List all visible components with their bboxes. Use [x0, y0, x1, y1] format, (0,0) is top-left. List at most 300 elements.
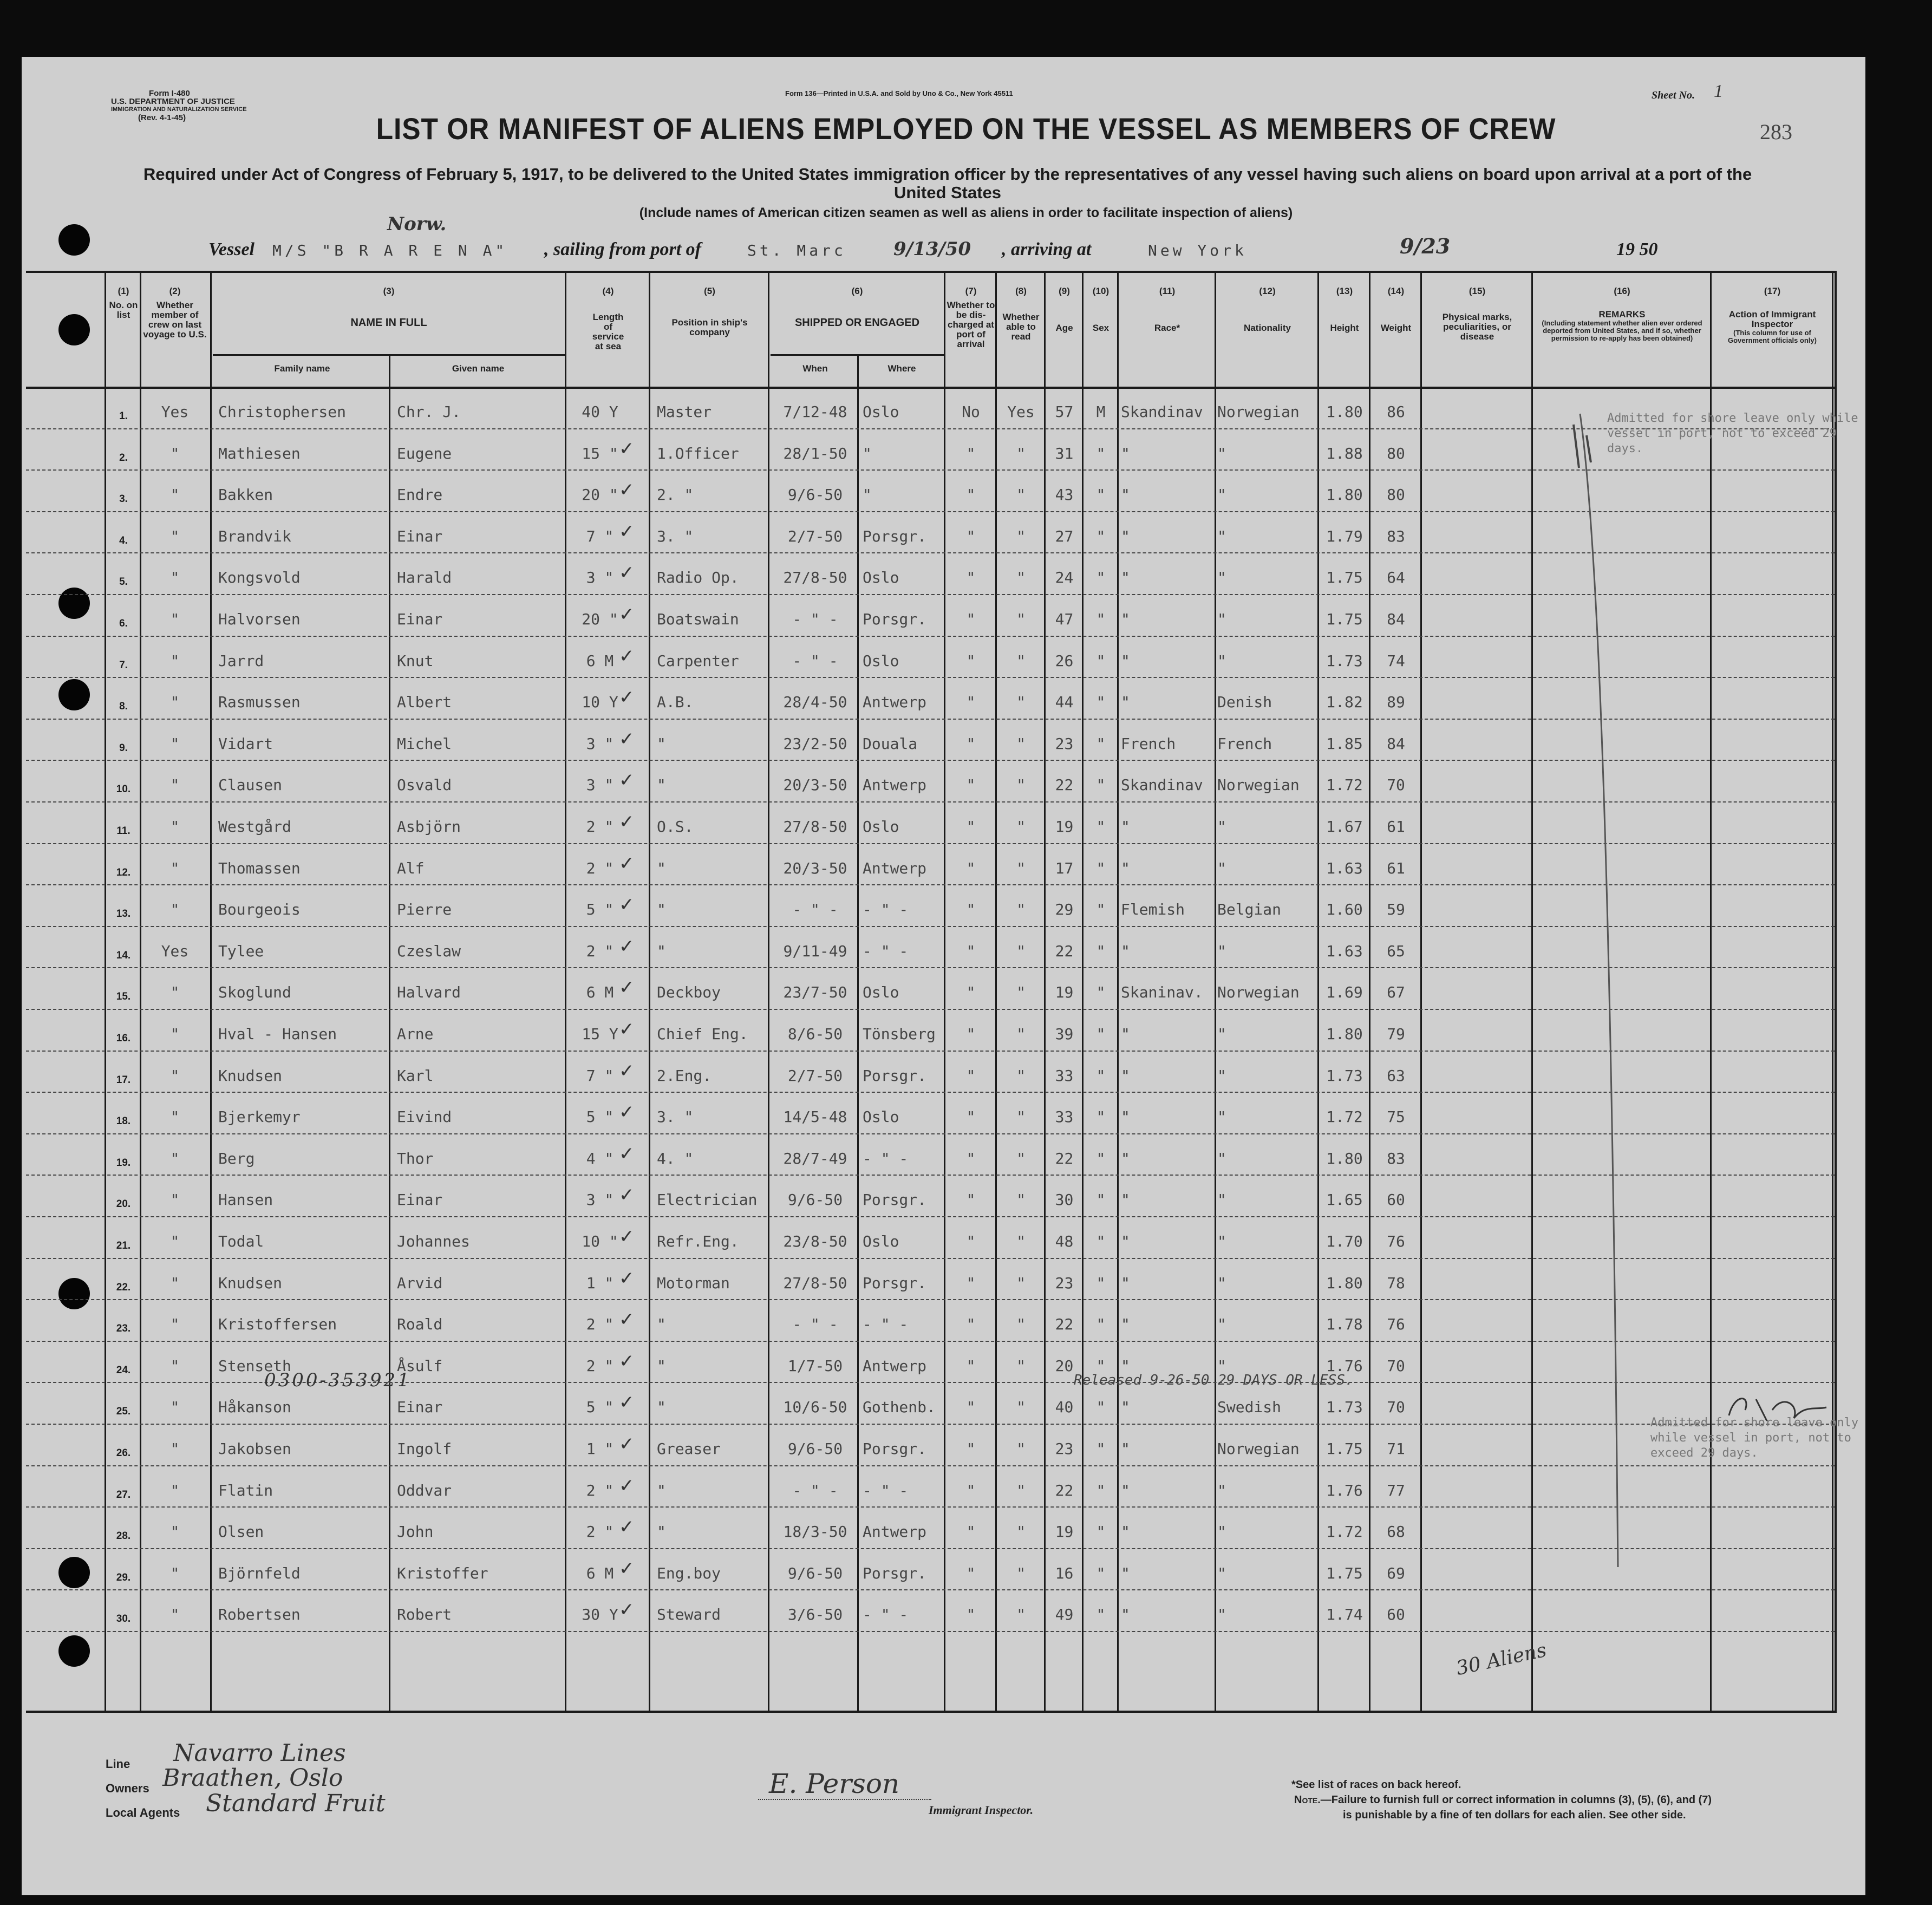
cell-read: " [1016, 444, 1026, 462]
row-divider [26, 1465, 1835, 1466]
cell-weight: 80 [1387, 486, 1405, 504]
cell-given: Oddvar [397, 1481, 452, 1499]
sailing-label: , sailing from port of [544, 239, 701, 259]
cell-service: 7 " [586, 1066, 614, 1085]
cell-prev: " [170, 776, 180, 794]
cell-family: Mathiesen [218, 444, 301, 462]
col-nationality-header: (12) Nationality [1244, 286, 1291, 333]
cell-service: 2 " [586, 1356, 614, 1375]
cell-race: " [1121, 1191, 1130, 1209]
cell-where: Antwerp [863, 1356, 927, 1375]
cell-disch: " [966, 569, 976, 587]
cell-age: 20 [1055, 1356, 1074, 1375]
cell-service: 2 " [586, 859, 614, 877]
cell-service: 15 Y [582, 1025, 618, 1043]
cell-height: 1.80 [1326, 403, 1363, 421]
cell-race: Skandinav [1121, 403, 1203, 421]
cell-service: 3 " [586, 569, 614, 587]
inspector-signature: E. Person [769, 1768, 900, 1799]
cell-prev: " [170, 444, 180, 462]
cell-read: " [1016, 651, 1026, 670]
cell-race: " [1121, 1564, 1130, 1582]
cell-given: Einar [397, 1398, 443, 1417]
cell-prev: " [170, 1356, 180, 1375]
line-value: Navarro Lines [173, 1739, 346, 1767]
cell-when: 3/6-50 [787, 1606, 843, 1624]
col-weight-header: (14) Weight [1380, 286, 1412, 333]
cell-disch: No [962, 403, 980, 421]
cell-age: 33 [1055, 1108, 1074, 1126]
cell-position: Motorman [657, 1274, 730, 1292]
cell-when: 9/6-50 [787, 1440, 843, 1458]
cell-family: Hval - Hansen [218, 1025, 337, 1043]
printer-line: Form 136—Printed in U.S.A. and Sold by Uno & Co., New York 45511 [785, 89, 1013, 97]
cell-sex: " [1096, 942, 1106, 960]
cell-race: " [1121, 1232, 1130, 1250]
cell-prev: " [170, 1025, 180, 1043]
cell-age: 29 [1055, 901, 1074, 919]
cell-sex: " [1096, 776, 1106, 794]
penalty-note [1294, 1792, 1712, 1823]
row-number: 3. [119, 493, 128, 505]
cell-read: " [1016, 1025, 1026, 1043]
cell-when: 28/1-50 [783, 444, 847, 462]
cell-height: 1.79 [1326, 527, 1363, 545]
cell-height: 1.63 [1326, 859, 1363, 877]
cell-disch: " [966, 983, 976, 1002]
cell-family: Halvorsen [218, 610, 301, 628]
cell-read: " [1016, 486, 1026, 504]
cell-when: 14/5-48 [783, 1108, 847, 1126]
cell-nat: " [1217, 486, 1226, 504]
cell-sex: " [1096, 486, 1106, 504]
check-mark-icon: ✓ [619, 1143, 635, 1165]
owners-label: Owners [106, 1782, 149, 1795]
cell-read: " [1016, 1274, 1026, 1292]
cell-height: 1.85 [1326, 734, 1363, 753]
cell-given: Eivind [397, 1108, 452, 1126]
col-when-header: When [802, 363, 828, 374]
cell-weight: 61 [1387, 818, 1405, 836]
cell-nat: " [1217, 1315, 1226, 1334]
cell-height: 1.70 [1326, 1232, 1363, 1250]
row-number: 21. [116, 1240, 131, 1251]
cell-height: 1.82 [1326, 693, 1363, 712]
cell-given: Eugene [397, 444, 452, 462]
check-mark-icon: ✓ [619, 811, 635, 833]
row-divider [26, 843, 1835, 844]
cell-position: Chief Eng. [657, 1025, 748, 1043]
races-note: *See list of races on back hereof. [1291, 1779, 1461, 1791]
cell-family: Olsen [218, 1523, 264, 1541]
cell-family: Jarrd [218, 651, 264, 670]
row-divider [26, 1009, 1835, 1010]
cell-where: Oslo [863, 1108, 899, 1126]
cell-height: 1.75 [1326, 1564, 1363, 1582]
cell-disch: " [966, 527, 976, 545]
row-number: 20. [116, 1198, 131, 1210]
cell-nat: " [1217, 1191, 1226, 1209]
cell-given: Arvid [397, 1274, 443, 1292]
check-mark-icon: ✓ [619, 562, 635, 584]
row-divider [26, 552, 1835, 553]
cell-when: - " - [792, 610, 838, 628]
vessel-name: M/S "B R A R E N A" [272, 242, 508, 259]
cell-race: " [1121, 1523, 1130, 1541]
row-number: 6. [119, 618, 128, 629]
cell-age: 19 [1055, 983, 1074, 1002]
cell-race: " [1121, 486, 1130, 504]
cell-race: " [1121, 527, 1130, 545]
cell-age: 30 [1055, 1191, 1074, 1209]
cell-prev: " [170, 859, 180, 877]
cell-nat: Norwegian [1217, 403, 1300, 421]
cell-family: Kristoffersen [218, 1315, 337, 1334]
cell-nat: " [1217, 444, 1226, 462]
row-divider [26, 801, 1835, 803]
cell-prev: " [170, 693, 180, 712]
cell-prev: " [170, 901, 180, 919]
cell-where: Antwerp [863, 693, 927, 712]
cell-where: Porsgr. [863, 527, 927, 545]
cell-disch: " [966, 1440, 976, 1458]
cell-age: 47 [1055, 610, 1074, 628]
row-number: 30. [116, 1613, 131, 1625]
cell-disch: " [966, 1149, 976, 1167]
cell-sex: " [1096, 1564, 1106, 1582]
cell-weight: 89 [1387, 693, 1405, 712]
cell-prev: " [170, 983, 180, 1002]
cell-where: Oslo [863, 983, 899, 1002]
crew-table [26, 271, 1859, 1713]
cell-weight: 77 [1387, 1481, 1405, 1499]
check-mark-icon: ✓ [619, 1433, 635, 1455]
cell-nat: Swedish [1217, 1398, 1282, 1417]
cell-prev: " [170, 1315, 180, 1334]
cell-sex: " [1096, 1232, 1106, 1250]
cell-race: " [1121, 818, 1130, 836]
cell-sex: " [1096, 569, 1106, 587]
cell-prev: " [170, 1564, 180, 1582]
cell-read: " [1016, 1523, 1026, 1541]
cell-position: " [657, 942, 666, 960]
cell-disch: " [966, 1108, 976, 1126]
cell-weight: 78 [1387, 1274, 1405, 1292]
cell-position: Deckboy [657, 983, 721, 1002]
col-race-header: (11) Race* [1154, 286, 1180, 333]
cell-weight: 60 [1387, 1606, 1405, 1624]
cell-family: Vidart [218, 734, 273, 753]
cell-height: 1.80 [1326, 486, 1363, 504]
cell-nat: Belgian [1217, 901, 1282, 919]
arriving-label: , arriving at [1002, 239, 1092, 259]
cell-where: Oslo [863, 403, 899, 421]
cell-family: Bourgeois [218, 901, 301, 919]
cell-when: 23/7-50 [783, 983, 847, 1002]
cell-age: 19 [1055, 818, 1074, 836]
row-divider [26, 1216, 1835, 1217]
cell-age: 40 [1055, 1398, 1074, 1417]
cell-weight: 79 [1387, 1025, 1405, 1043]
row-divider [26, 428, 1835, 429]
check-mark-icon: ✓ [619, 1309, 635, 1331]
cell-age: 16 [1055, 1564, 1074, 1582]
cell-read: " [1016, 1149, 1026, 1167]
cell-read: " [1016, 1481, 1026, 1499]
cell-race: " [1121, 1066, 1130, 1085]
cell-height: 1.72 [1326, 1523, 1363, 1541]
row-number: 25. [116, 1406, 131, 1418]
cell-disch: " [966, 1398, 976, 1417]
cell-position: Carpenter [657, 651, 739, 670]
row-number: 27. [116, 1489, 131, 1500]
agents-value: Standard Fruit [206, 1790, 386, 1817]
cell-position: 1.Officer [657, 444, 739, 462]
cell-weight: 61 [1387, 859, 1405, 877]
cell-nat: " [1217, 1232, 1226, 1250]
cell-age: 33 [1055, 1066, 1074, 1085]
check-mark-icon: ✓ [619, 1101, 635, 1124]
cell-prev: " [170, 1232, 180, 1250]
check-mark-icon: ✓ [619, 1226, 635, 1248]
row-number: 14. [116, 949, 131, 961]
cell-given: Karl [397, 1066, 434, 1085]
cell-when: - " - [792, 1315, 838, 1334]
cell-race: " [1121, 1149, 1130, 1167]
cell-family: Berg [218, 1149, 255, 1167]
cell-prev: " [170, 1398, 180, 1417]
cell-family: Stenseth [218, 1356, 291, 1375]
col-name-header: (3) NAME IN FULL [350, 286, 427, 329]
cell-where: Antwerp [863, 776, 927, 794]
department: U.S. DEPARTMENT OF JUSTICE [111, 97, 235, 106]
cell-when: 27/8-50 [783, 1274, 847, 1292]
inspector-initials [1724, 1388, 1832, 1426]
cell-race: " [1121, 1606, 1130, 1624]
cell-where: Oslo [863, 1232, 899, 1250]
cell-where: Oslo [863, 651, 899, 670]
cell-prev: Yes [161, 942, 189, 960]
cell-where: Antwerp [863, 859, 927, 877]
row-number: 17. [116, 1074, 131, 1086]
row-divider [26, 1175, 1835, 1176]
row-number: 29. [116, 1571, 131, 1583]
cell-where: - " - [863, 1149, 909, 1167]
cell-height: 1.75 [1326, 1440, 1363, 1458]
cell-sex: " [1096, 444, 1106, 462]
row-divider [26, 1299, 1835, 1300]
cell-position: Master [657, 403, 712, 421]
cell-given: Alf [397, 859, 425, 877]
cell-nat: " [1217, 1481, 1226, 1499]
cell-disch: " [966, 942, 976, 960]
cell-given: Pierre [397, 901, 452, 919]
note-text: —Failure to furnish full or correct information in columns (3), (5), (6), and (7) [1320, 1794, 1712, 1806]
cell-given: Ingolf [397, 1440, 452, 1458]
line-label: Line [106, 1757, 130, 1771]
row-number: 13. [116, 908, 131, 920]
from-date: 9/13/50 [893, 238, 971, 260]
cell-when: 9/6-50 [787, 1191, 843, 1209]
cell-when: 1/7-50 [787, 1356, 843, 1375]
cell-disch: " [966, 693, 976, 712]
cell-given: Roald [397, 1315, 443, 1334]
crew-count-note: 30 Aliens [1454, 1639, 1549, 1680]
cell-position: Refr.Eng. [657, 1232, 739, 1250]
cell-family: Rasmussen [218, 693, 301, 712]
cell-race: " [1121, 1440, 1130, 1458]
cell-height: 1.76 [1326, 1356, 1363, 1375]
cell-prev: " [170, 1191, 180, 1209]
cell-where: - " - [863, 1481, 909, 1499]
col-prev-crew-header: (2) Whether member of crew on last voyage to U.S. [143, 286, 207, 340]
revision: (Rev. 4-1-45) [138, 113, 186, 122]
cell-service: 7 " [586, 527, 614, 545]
cell-position: Radio Op. [657, 569, 739, 587]
cell-given: Einar [397, 1191, 443, 1209]
cell-when: 2/7-50 [787, 527, 843, 545]
cell-age: 39 [1055, 1025, 1074, 1043]
cell-family: Todal [218, 1232, 264, 1250]
cell-service: 10 " [582, 1232, 618, 1250]
cell-service: 2 " [586, 818, 614, 836]
cell-read: " [1016, 1066, 1026, 1085]
cell-position: 3. " [657, 1108, 694, 1126]
cell-age: 23 [1055, 1274, 1074, 1292]
cell-height: 1.60 [1326, 901, 1363, 919]
cell-sex: " [1096, 651, 1106, 670]
cell-height: 1.80 [1326, 1149, 1363, 1167]
cell-family: Håkanson [218, 1398, 291, 1417]
cell-when: 27/8-50 [783, 569, 847, 587]
cell-nat: " [1217, 610, 1226, 628]
row-number: 12. [116, 866, 131, 878]
cell-sex: " [1096, 983, 1106, 1002]
row-divider [26, 1092, 1835, 1093]
cell-weight: 60 [1387, 1191, 1405, 1209]
cell-disch: " [966, 1356, 976, 1375]
cell-disch: " [966, 651, 976, 670]
row-number: 22. [116, 1281, 131, 1293]
cell-when: 8/6-50 [787, 1025, 843, 1043]
check-mark-icon: ✓ [619, 1184, 635, 1206]
cell-race: " [1121, 1356, 1130, 1375]
cell-given: Einar [397, 610, 443, 628]
to-port: New York [1148, 242, 1247, 259]
cell-nat: Denish [1217, 693, 1272, 712]
cell-family: Kongsvold [218, 569, 301, 587]
cell-given: Czeslaw [397, 942, 461, 960]
cell-height: 1.80 [1326, 1025, 1363, 1043]
cell-family: Knudsen [218, 1274, 283, 1292]
row-divider [26, 884, 1835, 885]
cell-position: " [657, 1481, 666, 1499]
row-divider [26, 1051, 1835, 1052]
cell-read: " [1016, 1191, 1026, 1209]
cell-weight: 83 [1387, 527, 1405, 545]
cell-service: 6 M [586, 1564, 614, 1582]
include-note: (Include names of American citizen seamen as well as aliens in order to facilitate inspection of aliens) [639, 205, 1293, 220]
cell-disch: " [966, 610, 976, 628]
cell-service: 2 " [586, 1481, 614, 1499]
cell-read: " [1016, 610, 1026, 628]
released-stamp: Released 9-26-50 29 DAYS OR LESS. [1074, 1372, 1354, 1388]
check-mark-icon: ✓ [619, 977, 635, 999]
cell-disch: " [966, 486, 976, 504]
cell-prev: " [170, 818, 180, 836]
row-number: 26. [116, 1447, 131, 1459]
col-sex-header: (10) Sex [1092, 286, 1109, 333]
cell-age: 49 [1055, 1606, 1074, 1624]
cell-family: Knudsen [218, 1066, 283, 1085]
cell-position: " [657, 1398, 666, 1417]
col-where-header: Where [887, 363, 916, 374]
sheet-number: 1 [1714, 81, 1723, 101]
row-number: 9. [119, 742, 128, 754]
from-port: St. Marc [747, 242, 846, 259]
sheet-label: Sheet No. [1652, 89, 1695, 101]
cell-read: " [1016, 1108, 1026, 1126]
cell-weight: 84 [1387, 734, 1405, 753]
row-number: 18. [116, 1115, 131, 1127]
cell-sex: " [1096, 1025, 1106, 1043]
cell-where: - " - [863, 1606, 909, 1624]
cell-disch: " [966, 1025, 976, 1043]
cell-disch: " [966, 1274, 976, 1292]
cell-service: 3 " [586, 776, 614, 794]
cell-weight: 71 [1387, 1440, 1405, 1458]
col-service-header: (4) Length of service at sea [592, 286, 624, 351]
cell-read: " [1016, 942, 1026, 960]
cell-prev: " [170, 734, 180, 753]
cell-nat: " [1217, 1274, 1226, 1292]
cell-where: Tönsberg [863, 1025, 936, 1043]
cell-race: " [1121, 444, 1130, 462]
check-mark-icon: ✓ [619, 1516, 635, 1538]
cell-weight: 69 [1387, 1564, 1405, 1582]
requirement-text: Required under Act of Congress of February 5, 1917, to be delivered to the United States immigration officer by the representatives of any vessel having such aliens on board upon arrival at a port of the United States [143, 165, 1752, 202]
col-remarks-header: (16) REMARKS (Including statement whether alien ever ordered deported from United States, and if so, whether permission to re-apply has been obtained) [1542, 286, 1702, 342]
year: 19 50 [1616, 239, 1658, 259]
cell-race: " [1121, 942, 1130, 960]
cell-sex: " [1096, 527, 1106, 545]
cell-nat: French [1217, 734, 1272, 753]
check-mark-icon: ✓ [619, 1557, 635, 1580]
cell-given: Åsulf [397, 1356, 443, 1375]
cell-disch: " [966, 1232, 976, 1250]
cell-service: 30 Y [582, 1606, 618, 1624]
cell-position: " [657, 901, 666, 919]
cell-race: " [1121, 1481, 1130, 1499]
cell-weight: 68 [1387, 1523, 1405, 1541]
cell-race: " [1121, 1025, 1130, 1043]
cell-age: 26 [1055, 651, 1074, 670]
cell-position: A.B. [657, 693, 694, 712]
cell-height: 1.74 [1326, 1606, 1363, 1624]
check-mark-icon: ✓ [619, 604, 635, 625]
cell-where: Gothenb. [863, 1398, 936, 1417]
cell-sex: " [1096, 1481, 1106, 1499]
cell-prev: " [170, 1440, 180, 1458]
cell-when: - " - [792, 651, 838, 670]
cell-position: " [657, 734, 666, 753]
cell-weight: 70 [1387, 776, 1405, 794]
cell-age: 23 [1055, 734, 1074, 753]
cell-sex: " [1096, 693, 1106, 712]
cell-service: 3 " [586, 1191, 614, 1209]
cell-where: Porsgr. [863, 610, 927, 628]
cell-weight: 84 [1387, 610, 1405, 628]
